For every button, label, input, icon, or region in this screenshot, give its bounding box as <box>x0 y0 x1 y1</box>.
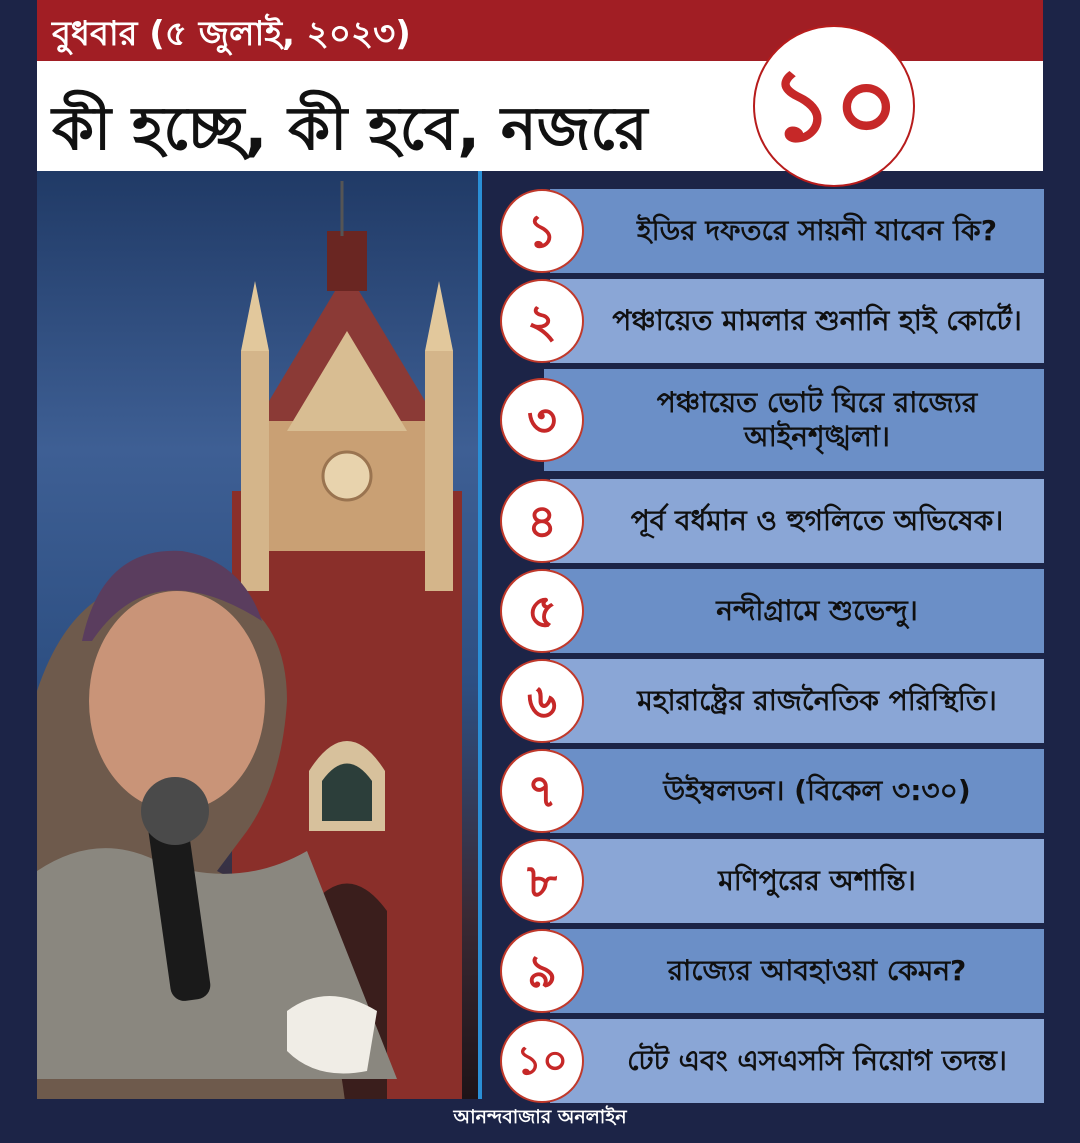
item-text: মহারাষ্ট্রের রাজনৈতিক পরিস্থিতি। <box>637 684 997 718</box>
item-number-badge: ৮ <box>500 839 584 923</box>
item-number-badge: ৩ <box>500 378 584 462</box>
list-item <box>500 749 1044 833</box>
item-text: রাজ্যের আবহাওয়া কেমন? <box>667 954 967 988</box>
item-text: নন্দীগ্রামে শুভেন্দু। <box>716 594 918 628</box>
count-badge-number: ১০ <box>769 47 899 164</box>
footer-brand: আনন্দবাজার অনলাইন <box>453 1106 627 1128</box>
item-number-badge: ৪ <box>500 479 584 563</box>
item-text: পঞ্চায়েত মামলার শুনানি হাই কোর্টে। <box>612 304 1022 338</box>
list-item <box>500 189 1044 273</box>
item-number-badge: ৯ <box>500 929 584 1013</box>
list-item <box>500 929 1044 1013</box>
item-number-badge: ৬ <box>500 659 584 743</box>
list-item <box>500 1019 1044 1103</box>
vertical-divider <box>478 171 482 1099</box>
list-item <box>500 569 1044 653</box>
item-text: পঞ্চায়েত ভোট ঘিরে রাজ্যের আইনশৃঙ্খলা। <box>656 386 978 453</box>
headline-text: কী হচ্ছে, কী হবে, নজরে <box>52 94 648 164</box>
list-item <box>500 279 1044 363</box>
item-number-badge: ৭ <box>500 749 584 833</box>
list-item <box>500 839 1044 923</box>
list-item <box>500 659 1044 743</box>
item-number-badge: ১ <box>500 189 584 273</box>
item-text: উইম্বলডন। (বিকেল ৩:৩০) <box>663 774 971 808</box>
list-item <box>500 369 1044 471</box>
item-number-badge: ৫ <box>500 569 584 653</box>
list-item <box>500 479 1044 563</box>
item-text: পূর্ব বর্ধমান ও হুগলিতে অভিষেক। <box>630 504 1004 538</box>
item-text: মণিপুরের অশান্তি। <box>718 864 916 898</box>
item-text: ইডির দফতরে সায়নী যাবেন কি? <box>637 214 997 248</box>
count-badge <box>753 25 915 187</box>
item-number-badge: ১০ <box>500 1019 584 1103</box>
item-text: টেট এবং এসএসসি নিয়োগ তদন্ত। <box>627 1044 1007 1078</box>
photo-illustration <box>37 171 478 1099</box>
date-text: বুধবার (৫ জুলাই, ২০২৩) <box>52 14 411 54</box>
item-number-badge: ২ <box>500 279 584 363</box>
news-photo <box>37 171 478 1099</box>
